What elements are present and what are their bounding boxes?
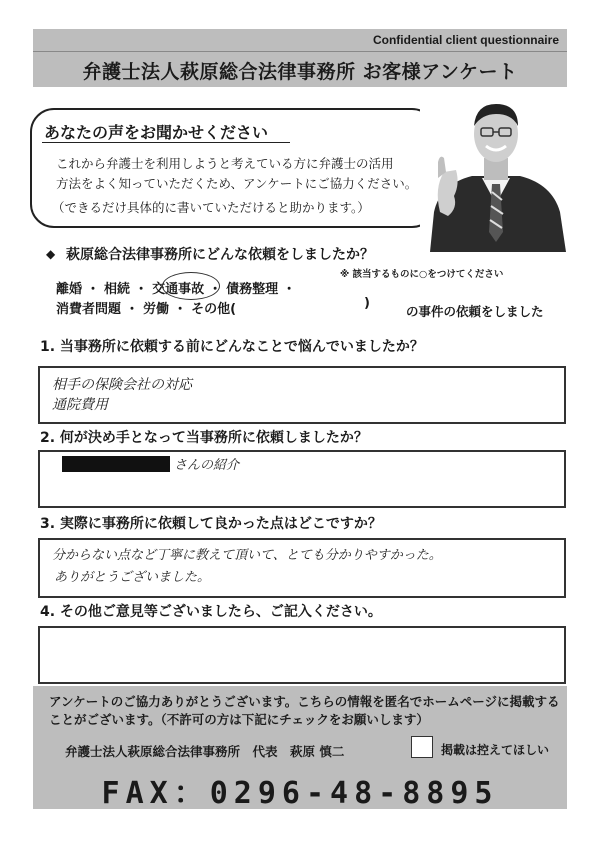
q0-tail-text: の事件の依頼をしました [406,304,544,319]
q0-paren-close: ) [364,296,370,311]
q1-title: 1. 当事務所に依頼する前にどんなことで悩んでいましたか？ [40,339,424,355]
q0-title: 萩原総合法律事務所にどんな依頼をしましたか？ [66,247,374,263]
footer-band [33,686,567,809]
q1-answer-line1: 相手の保険会社の対応 [52,377,192,393]
page-title: 弁護士法人萩原総合法律事務所 お客様アンケート [82,61,518,83]
bubble-title-underline [42,142,290,143]
q0-note: ※ 該当するものに○をつけてください [340,269,504,280]
q3-answer-line1: 分からない点など丁寧に教えて頂いて、とても分かりやすかった。 [52,548,442,563]
bubble-text-line2: 方法をよく知っていただくため、アンケートにご協力ください。 [56,176,418,191]
q0-options-row2: 消費者問題 ・ 労働 ・ その他( [56,302,237,317]
decline-publication-checkbox[interactable] [411,736,433,758]
q4-title: 4. その他ご意見等ございましたら、ご記入ください。 [40,604,382,620]
circled-option-mark [162,272,220,300]
q0-options-row1: 離婚 ・ 相続 ・ 交通事故 ・ 債務整理 ・ [56,282,296,297]
diamond-bullet-icon: ◆ [46,247,56,261]
redacted-name [62,456,170,472]
bubble-text-line1: これから弁護士を利用しようと考えている方に弁護士の活用 [56,156,394,171]
decline-publication-label: 掲載は控えてほしい [441,743,550,757]
confidential-label: Confidential client questionnaire [372,33,559,47]
speech-bubble [30,108,436,228]
header-band [33,29,567,87]
firm-name: 弁護士法人萩原総合法律事務所 代表 萩原 慎二 [65,744,345,759]
q1-answer-box[interactable] [38,366,566,424]
q2-answer-line1: さんの紹介 [174,458,240,473]
q2-title: 2. 何が決め手となって当事務所に依頼しましたか？ [40,430,368,446]
lawyer-photo [420,92,572,252]
q3-title: 3. 実際に事務所に依頼して良かった点はどこですか？ [40,516,382,532]
q4-answer-box[interactable] [38,626,566,684]
header-divider [33,51,567,52]
footer-text-line2: ことがございます。（不許可の方は下記にチェックをお願いします） [49,712,429,727]
q3-answer-line2: ありがとうございました。 [54,570,211,585]
fax-number: FAX：0296-48-8895 [101,776,499,811]
bubble-title: あなたの声をお聞かせください [44,123,269,142]
q3-answer-box[interactable] [38,538,566,598]
q1-answer-line2: 通院費用 [52,397,108,413]
footer-text-line1: アンケートのご協力ありがとうございます。こちらの情報を匿名でホームページに掲載する [49,694,560,709]
bubble-text-line3: （できるだけ具体的に書いていただけると助かります。） [52,200,370,215]
q2-answer-box[interactable] [38,450,566,508]
